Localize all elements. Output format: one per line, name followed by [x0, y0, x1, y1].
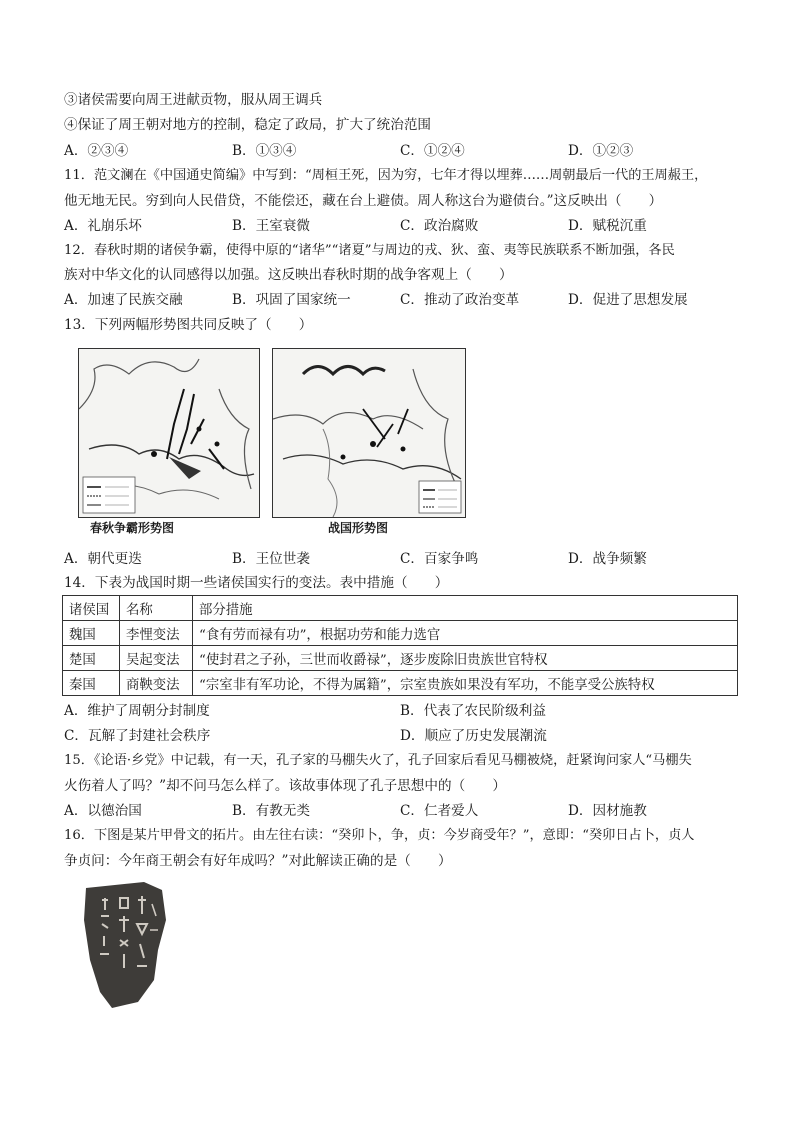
oracle-bone-rubbing-image — [82, 880, 174, 1014]
table-row — [63, 646, 738, 671]
q11-option-b[interactable]: B．王室衰微 — [232, 218, 310, 234]
spring-autumn-map-drawing — [79, 349, 259, 517]
table-row — [63, 671, 738, 696]
q16-stem-line2: 争贞问：今年商王朝会有好年成吗？”对此解读正确的是（ ） — [64, 853, 452, 869]
warring-states-map-drawing — [273, 349, 465, 517]
oracle-bone-rubbing-drawing — [82, 880, 174, 1010]
q15-option-d[interactable]: D．因材施教 — [568, 803, 647, 819]
q15-stem-line2: 火伤着人了吗？”却不问马怎么样了。该故事体现了孔子思想中的（ ） — [64, 778, 506, 794]
table-cell: 李悝变法 — [120, 621, 193, 646]
table-cell: “使封君之子孙，三世而收爵禄”，逐步废除旧贵族世官特权 — [193, 646, 738, 671]
q10-option-d[interactable]: D．①②③ — [568, 143, 634, 159]
q12-option-b[interactable]: B．巩固了国家统一 — [232, 292, 351, 308]
q15-option-c[interactable]: C．仁者爱人 — [400, 803, 479, 819]
q10-option-a[interactable]: A．②③④ — [64, 143, 129, 159]
table-cell: 商鞅变法 — [120, 671, 193, 696]
q13-option-d[interactable]: D．战争频繁 — [568, 551, 647, 567]
q14-option-d[interactable]: D．顺应了历史发展潮流 — [400, 728, 547, 744]
table-cell: 楚国 — [63, 646, 120, 671]
q12-option-d[interactable]: D．促进了思想发展 — [568, 292, 688, 308]
q14-stem: 14．下表为战国时期一些诸侯国实行的变法。表中措施（ ） — [64, 575, 449, 591]
spring-autumn-map-caption: 春秋争霸形势图 — [90, 521, 175, 535]
table-cell: 吴起变法 — [120, 646, 193, 671]
q11-stem-line1: 11．范文澜在《中国通史简编》中写到：“周桓王死，因为穷，七年才得以埋葬……周朝最后一代的王周赧王， — [64, 168, 708, 183]
table-header-cell: 部分措施 — [193, 596, 738, 621]
q10-option-c[interactable]: C．①②④ — [400, 143, 465, 159]
q12-option-c[interactable]: C．推动了政治变革 — [400, 292, 520, 308]
reforms-table — [62, 595, 738, 696]
warring-states-map-caption: 战国形势图 — [328, 521, 389, 535]
q14-option-a[interactable]: A．维护了周朝分封制度 — [64, 703, 210, 719]
q12-option-a[interactable]: A．加速了民族交融 — [64, 292, 183, 308]
table-header-row — [63, 596, 738, 621]
q14-option-b[interactable]: B．代表了农民阶级利益 — [400, 703, 546, 719]
table-header-cell: 名称 — [120, 596, 193, 621]
q11-option-c[interactable]: C．政治腐败 — [400, 218, 479, 234]
q13-option-b[interactable]: B．王位世袭 — [232, 551, 310, 567]
table-cell: “宗室非有军功论，不得为属籍”，宗室贵族如果没有军功，不能享受公族特权 — [193, 671, 738, 696]
q14-option-c[interactable]: C．瓦解了封建社会秩序 — [64, 728, 211, 744]
q13-stem: 13．下列两幅形势图共同反映了（ ） — [64, 317, 313, 333]
q11-stem-line2: 他无地无民。穷到向人民借贷，不能偿还，藏在台上避债。周人称这台为避债台。”这反映出（ ） — [64, 193, 663, 209]
statement-4: ④保证了周王朝对地方的控制，稳定了政局，扩大了统治范围 — [64, 117, 432, 133]
q12-stem-line2: 族对中华文化的认同感得以加强。这反映出春秋时期的战争客观上（ ） — [64, 267, 513, 283]
q12-stem-line1: 12．春秋时期的诸侯争霸，使得中原的“诸华”“诸夏”与周边的戎、狄、蛮、夷等民族联系不断加强，各民 — [64, 243, 675, 258]
spring-autumn-map — [78, 348, 260, 518]
table-cell: “食有劳而禄有功”，根据功劳和能力选官 — [193, 621, 738, 646]
table-header-cell: 诸侯国 — [63, 596, 120, 621]
q10-option-b[interactable]: B．①③④ — [232, 143, 297, 159]
q15-option-b[interactable]: B．有教无类 — [232, 803, 310, 819]
warring-states-map — [272, 348, 466, 518]
table-row — [63, 621, 738, 646]
statement-3: ③诸侯需要向周王进献贡物，服从周王调兵 — [64, 92, 323, 108]
q15-stem-line1: 15．《论语·乡党》中记载，有一天，孔子家的马棚失火了，孔子回家后看见马棚被烧，赶紧询问家人“马棚失 — [64, 753, 692, 768]
q13-option-a[interactable]: A．朝代更迭 — [64, 551, 142, 567]
table-cell: 秦国 — [63, 671, 120, 696]
q11-option-a[interactable]: A．礼崩乐坏 — [64, 218, 142, 234]
q11-option-d[interactable]: D．赋税沉重 — [568, 218, 647, 234]
q13-option-c[interactable]: C．百家争鸣 — [400, 551, 479, 567]
q16-stem-line1: 16．下图是某片甲骨文的拓片。由左往右读：“癸卯卜，争，贞：今岁商受年？”，意即：“癸卯日占卜，贞人 — [64, 828, 695, 843]
q15-option-a[interactable]: A．以德治国 — [64, 803, 142, 819]
table-cell: 魏国 — [63, 621, 120, 646]
